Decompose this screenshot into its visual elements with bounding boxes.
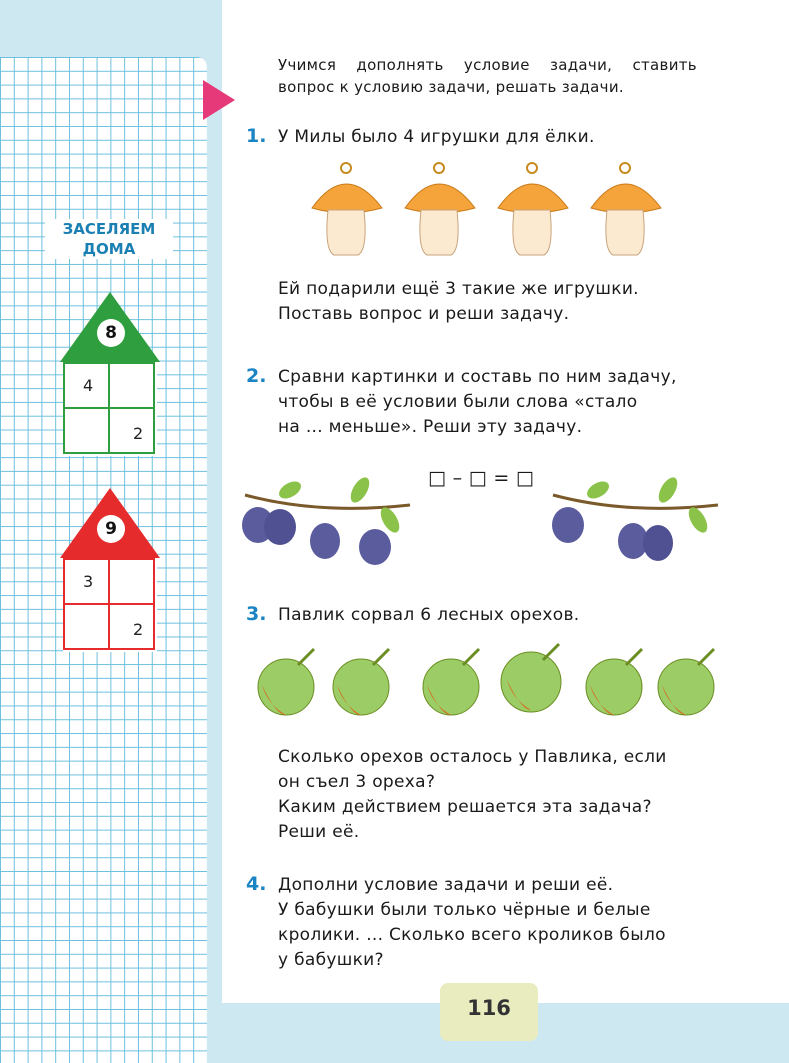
intro-line2: вопрос к условию задачи, решать задачи. bbox=[278, 78, 624, 96]
plum-branch-right-illustration bbox=[548, 465, 728, 575]
hazelnut-icon bbox=[258, 649, 314, 715]
task-text: кролики. ... Сколько всего кроликов было bbox=[278, 925, 666, 945]
house-cell[interactable] bbox=[63, 603, 110, 650]
hazelnut-icon bbox=[501, 644, 561, 712]
leaf-icon bbox=[685, 504, 711, 535]
house-cell-value: 4 bbox=[83, 376, 94, 395]
plum-icon bbox=[310, 523, 340, 559]
hazelnut-icon bbox=[423, 649, 479, 715]
task-text: Каким действием решается эта задача? bbox=[278, 797, 652, 817]
plum-icon bbox=[552, 507, 584, 543]
task-text: Реши её. bbox=[278, 822, 360, 842]
mushroom-toy-icon bbox=[591, 163, 661, 255]
house-cell[interactable] bbox=[108, 362, 155, 409]
task-text: У Милы было 4 игрушки для ёлки. bbox=[278, 127, 595, 147]
sidebar-title-line1: ЗАСЕЛЯЕМ bbox=[62, 220, 156, 238]
leaf-icon bbox=[347, 474, 373, 505]
house-body bbox=[63, 362, 157, 456]
task-text: Сравни картинки и составь по ним задачу, bbox=[278, 367, 677, 387]
house-cell[interactable] bbox=[63, 558, 110, 605]
task-text: чтобы в её условии были слова «стало bbox=[278, 392, 638, 412]
task-text: на ... меньше». Реши эту задачу. bbox=[278, 417, 583, 437]
hazelnuts-illustration bbox=[248, 640, 738, 730]
hazelnut-icon bbox=[586, 649, 642, 715]
mushroom-toy-icon bbox=[498, 163, 568, 255]
house-cell-value: 2 bbox=[133, 424, 144, 443]
task-number: 3. bbox=[246, 603, 267, 625]
task-text: Дополни условие задачи и реши её. bbox=[278, 875, 614, 895]
page-number: 116 bbox=[440, 983, 538, 1041]
leaf-icon bbox=[655, 474, 681, 505]
plum-branch-left-illustration bbox=[240, 465, 420, 575]
task-text: у бабушки? bbox=[278, 950, 384, 970]
house-cell[interactable] bbox=[63, 362, 110, 409]
mushroom-toy-icon bbox=[312, 163, 382, 255]
house-cell[interactable] bbox=[63, 407, 110, 454]
mushroom-toy-icon bbox=[405, 163, 475, 255]
plum-icon bbox=[264, 509, 296, 545]
house-cell[interactable] bbox=[108, 603, 155, 650]
task-text: Поставь вопрос и реши задачу. bbox=[278, 304, 570, 324]
sidebar-title-line2: ДОМА bbox=[82, 240, 136, 258]
house-8 bbox=[60, 292, 160, 460]
sidebar-title bbox=[45, 219, 173, 259]
house-9 bbox=[60, 488, 160, 656]
task-number: 4. bbox=[246, 873, 267, 895]
house-cell[interactable] bbox=[108, 558, 155, 605]
task-text: Сколько орехов осталось у Павлика, если bbox=[278, 747, 667, 767]
task-text: Павлик сорвал 6 лесных орехов. bbox=[278, 605, 580, 625]
house-cell-value: 2 bbox=[133, 620, 144, 639]
section-marker-arrow bbox=[203, 80, 235, 120]
hazelnut-icon bbox=[658, 649, 714, 715]
task-number: 2. bbox=[246, 365, 267, 387]
intro-line1: Учимся дополнять условие задачи, ставить bbox=[278, 56, 697, 74]
plum-icon bbox=[359, 529, 391, 565]
equation-template: □ – □ = □ bbox=[428, 467, 535, 489]
house-body bbox=[63, 558, 157, 652]
task-text: Ей подарили ещё 3 такие же игрушки. bbox=[278, 279, 639, 299]
task-text: он съел 3 ореха? bbox=[278, 772, 436, 792]
mushroom-toys-illustration bbox=[300, 160, 670, 265]
leaf-icon bbox=[584, 478, 612, 502]
house-cell-value: 3 bbox=[83, 572, 94, 591]
hazelnut-icon bbox=[333, 649, 389, 715]
house-number: 8 bbox=[97, 319, 125, 347]
leaf-icon bbox=[276, 478, 304, 502]
task-number: 1. bbox=[246, 125, 267, 147]
task-text: У бабушки были только чёрные и белые bbox=[278, 900, 651, 920]
plum-icon bbox=[643, 525, 673, 561]
house-number: 9 bbox=[97, 515, 125, 543]
house-cell[interactable] bbox=[108, 407, 155, 454]
